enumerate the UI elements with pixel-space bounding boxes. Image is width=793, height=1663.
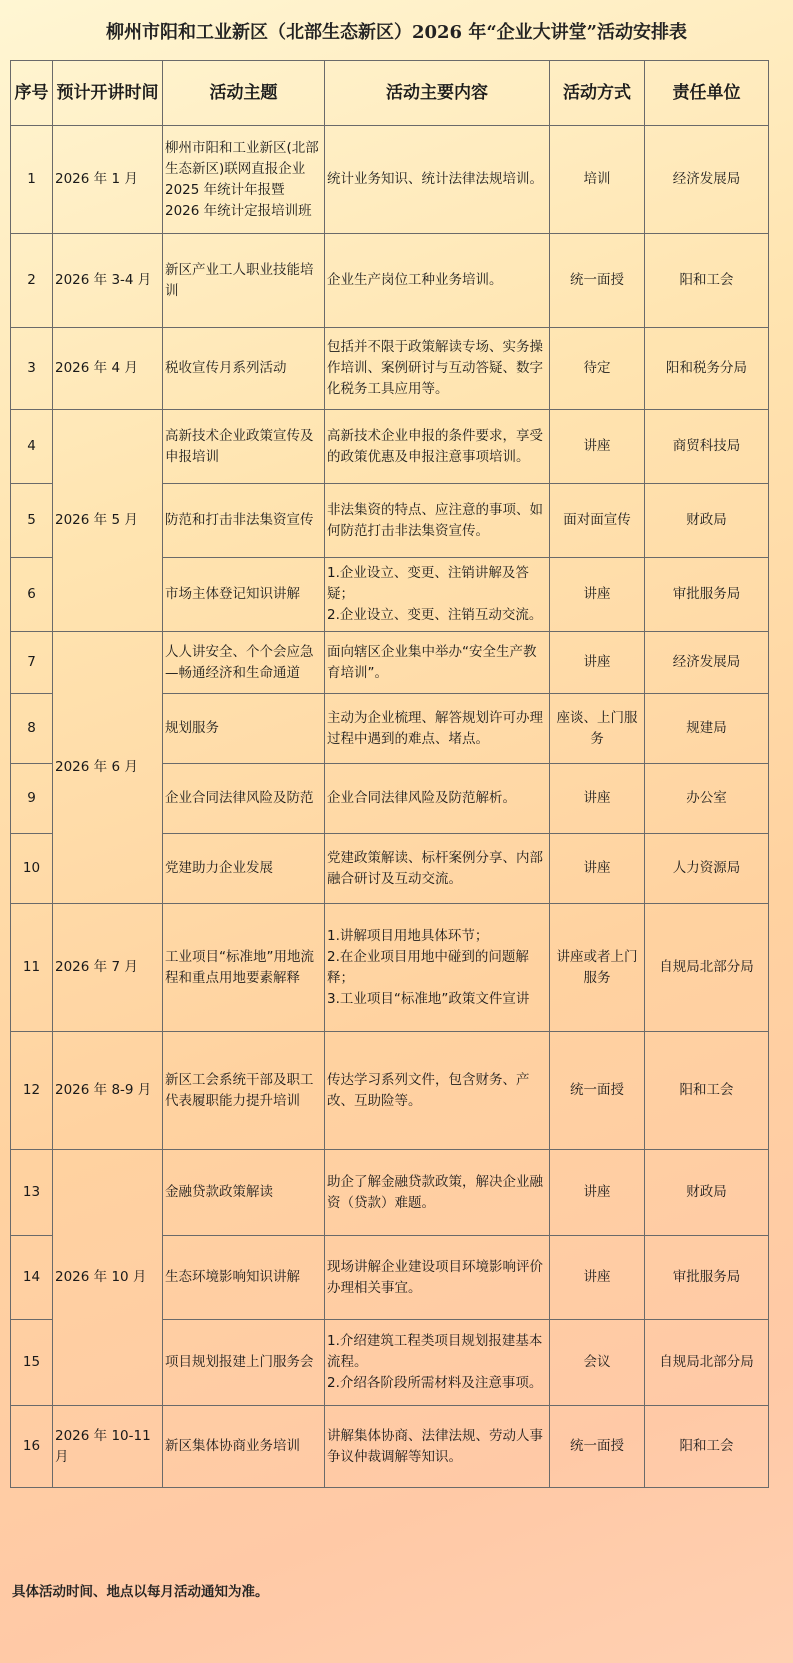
row-unit: 规建局 (645, 694, 769, 764)
row-time: 2026 年 3-4 月 (53, 234, 163, 328)
table-row (11, 904, 769, 1032)
row-unit: 经济发展局 (645, 632, 769, 694)
header-method: 活动方式 (550, 61, 645, 126)
row-time: 2026 年 7 月 (53, 904, 163, 1032)
row-content: 党建政策解读、标杆案例分享、内部融合研讨及互动交流。 (325, 834, 550, 904)
row-content: 统计业务知识、统计法律法规培训。 (325, 126, 550, 234)
row-unit: 阳和工会 (645, 1406, 769, 1488)
row-content: 讲解集体协商、法律法规、劳动人事争议仲裁调解等知识。 (325, 1406, 550, 1488)
row-unit: 商贸科技局 (645, 410, 769, 484)
row-method: 座谈、上门服务 (550, 694, 645, 764)
row-content: 助企了解金融贷款政策，解决企业融资（贷款）难题。 (325, 1150, 550, 1236)
row-time: 2026 年 1 月 (53, 126, 163, 234)
row-unit: 阳和工会 (645, 234, 769, 328)
table-row (11, 1150, 769, 1236)
row-topic: 防范和打击非法集资宣传 (163, 484, 325, 558)
row-content: 现场讲解企业建设项目环境影响评价办理相关事宜。 (325, 1236, 550, 1320)
table-row (11, 1032, 769, 1150)
row-unit: 财政局 (645, 484, 769, 558)
row-topic: 高新技术企业政策宣传及申报培训 (163, 410, 325, 484)
row-method: 讲座 (550, 410, 645, 484)
row-method: 面对面宣传 (550, 484, 645, 558)
row-content: 企业生产岗位工种业务培训。 (325, 234, 550, 328)
row-number: 3 (11, 328, 53, 410)
row-number: 13 (11, 1150, 53, 1236)
row-method: 待定 (550, 328, 645, 410)
table-row (11, 328, 769, 410)
row-number: 15 (11, 1320, 53, 1406)
row-content (325, 904, 550, 1032)
row-number: 5 (11, 484, 53, 558)
row-method: 讲座 (550, 558, 645, 632)
row-method: 统一面授 (550, 1032, 645, 1150)
table-row (11, 1406, 769, 1488)
row-content: 非法集资的特点、应注意的事项、如何防范打击非法集资宣传。 (325, 484, 550, 558)
row-number: 8 (11, 694, 53, 764)
header-num: 序号 (11, 61, 53, 126)
row-topic: 税收宣传月系列活动 (163, 328, 325, 410)
row-topic: 新区集体协商业务培训 (163, 1406, 325, 1488)
page-title: 柳州市阳和工业新区（北部生态新区）2026 年“企业大讲堂”活动安排表 (105, 22, 688, 43)
row-time: 2026 年 8-9 月 (53, 1032, 163, 1150)
row-unit: 自规局北部分局 (645, 904, 769, 1032)
header-topic: 活动主题 (163, 61, 325, 126)
row-content-text: 1.讲解项目用地具体环节； 2.在企业项目用地中碰到的问题解释； 3.工业项目“标准地”政策文件宣讲 (327, 927, 530, 1007)
row-number: 9 (11, 764, 53, 834)
row-time: 2026 年 5 月 (53, 410, 163, 632)
row-unit: 人力资源局 (645, 834, 769, 904)
row-time: 2026 年 4 月 (53, 328, 163, 410)
header-content: 活动主要内容 (325, 61, 550, 126)
row-content-text: 1.企业设立、变更、注销讲解及答疑； 2.企业设立、变更、注销互动交流。 (327, 565, 543, 623)
row-topic: 柳州市阳和工业新区(北部生态新区)联网直报企业 2025 年统计年报暨 2026 年统计定报培训班 (163, 126, 325, 234)
table-row (11, 632, 769, 694)
row-method: 统一面授 (550, 234, 645, 328)
table-header-row (11, 61, 769, 126)
row-method: 讲座或者上门服务 (550, 904, 645, 1032)
row-content-text: 1.介绍建筑工程类项目规划报建基本流程。 2.介绍各阶段所需材料及注意事项。 (327, 1333, 543, 1391)
row-content: 面向辖区企业集中举办“安全生产教育培训”。 (325, 632, 550, 694)
row-method: 讲座 (550, 632, 645, 694)
row-method: 讲座 (550, 764, 645, 834)
row-topic: 党建助力企业发展 (163, 834, 325, 904)
row-time: 2026 年 10 月 (53, 1150, 163, 1406)
row-unit: 经济发展局 (645, 126, 769, 234)
row-topic: 人人讲安全、个个会应急—畅通经济和生命通道 (163, 632, 325, 694)
row-content: 包括并不限于政策解读专场、实务操作培训、案例研讨与互动答疑、数字化税务工具应用等。 (325, 328, 550, 410)
row-topic: 企业合同法律风险及防范 (163, 764, 325, 834)
row-method: 讲座 (550, 1150, 645, 1236)
row-number: 11 (11, 904, 53, 1032)
schedule-table (10, 60, 769, 1488)
row-content (325, 1320, 550, 1406)
row-content: 高新技术企业申报的条件要求，享受的政策优惠及申报注意事项培训。 (325, 410, 550, 484)
row-number: 1 (11, 126, 53, 234)
row-topic: 市场主体登记知识讲解 (163, 558, 325, 632)
row-number: 16 (11, 1406, 53, 1488)
row-unit: 办公室 (645, 764, 769, 834)
row-unit: 自规局北部分局 (645, 1320, 769, 1406)
header-unit: 责任单位 (645, 61, 769, 126)
row-method: 统一面授 (550, 1406, 645, 1488)
row-method: 讲座 (550, 834, 645, 904)
row-content: 主动为企业梳理、解答规划许可办理过程中遇到的难点、堵点。 (325, 694, 550, 764)
table-row (11, 410, 769, 484)
row-number: 12 (11, 1032, 53, 1150)
row-unit: 审批服务局 (645, 558, 769, 632)
row-time: 2026 年 10-11 月 (53, 1406, 163, 1488)
header-time: 预计开讲时间 (53, 61, 163, 126)
row-unit: 阳和税务分局 (645, 328, 769, 410)
row-number: 14 (11, 1236, 53, 1320)
footnote: 具体活动时间、地点以每月活动通知为准。 (12, 1584, 269, 1600)
row-topic: 新区产业工人职业技能培训 (163, 234, 325, 328)
row-content: 传达学习系列文件，包含财务、产改、互助险等。 (325, 1032, 550, 1150)
row-number: 10 (11, 834, 53, 904)
row-unit: 阳和工会 (645, 1032, 769, 1150)
row-topic: 金融贷款政策解读 (163, 1150, 325, 1236)
table-row (11, 126, 769, 234)
row-method: 培训 (550, 126, 645, 234)
row-content: 企业合同法律风险及防范解析。 (325, 764, 550, 834)
row-method: 讲座 (550, 1236, 645, 1320)
row-topic: 项目规划报建上门服务会 (163, 1320, 325, 1406)
row-number: 7 (11, 632, 53, 694)
table-row (11, 234, 769, 328)
row-content (325, 558, 550, 632)
row-topic: 生态环境影响知识讲解 (163, 1236, 325, 1320)
row-topic: 规划服务 (163, 694, 325, 764)
row-method: 会议 (550, 1320, 645, 1406)
row-number: 4 (11, 410, 53, 484)
row-unit: 财政局 (645, 1150, 769, 1236)
row-topic: 工业项目“标准地”用地流程和重点用地要素解释 (163, 904, 325, 1032)
row-number: 2 (11, 234, 53, 328)
row-time: 2026 年 6 月 (53, 632, 163, 904)
row-topic: 新区工会系统干部及职工代表履职能力提升培训 (163, 1032, 325, 1150)
row-number: 6 (11, 558, 53, 632)
row-unit: 审批服务局 (645, 1236, 769, 1320)
